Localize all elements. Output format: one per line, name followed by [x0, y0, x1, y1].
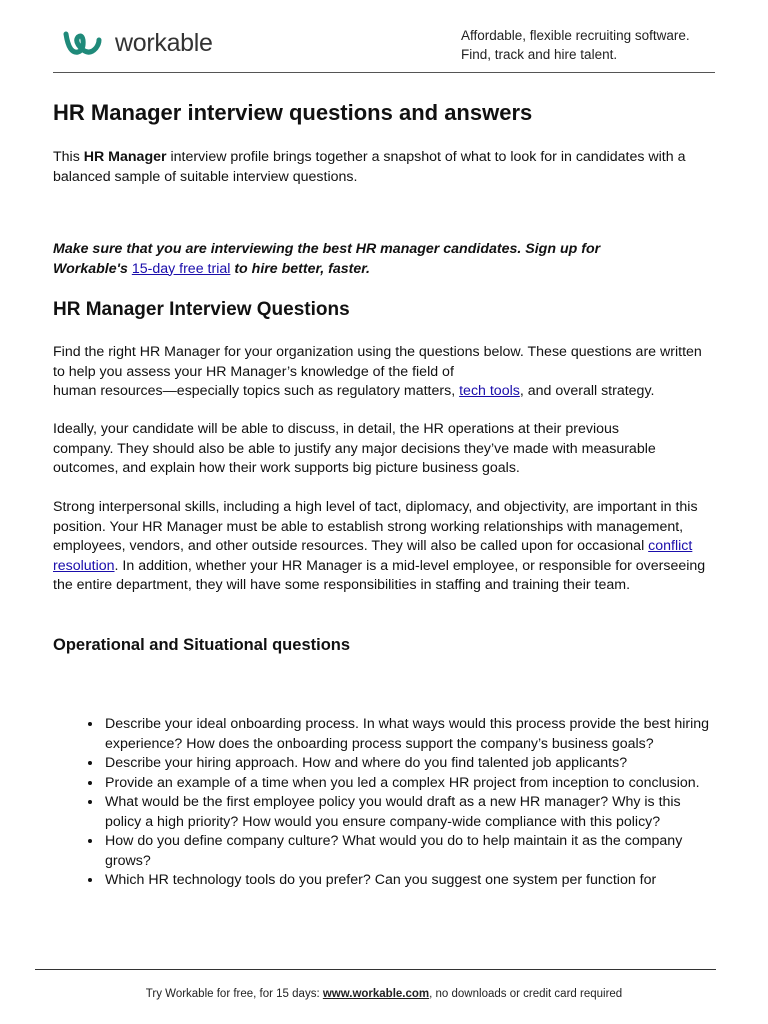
paragraph-2: Ideally, your candidate will be able to discuss, in detail, the HR operations at their previous company. They should also be able to justify any major decisions they’ve made with measurable outcomes, and explain how their work supports big picture business goals.: [53, 421, 656, 476]
page-title: HR Manager interview questions and answers: [53, 100, 533, 125]
logo-text: workable: [115, 28, 213, 57]
tech-tools-link[interactable]: tech tools: [459, 383, 520, 399]
header-divider: [53, 72, 715, 73]
questions-list: [53, 715, 713, 891]
intro-prefix: This: [53, 149, 84, 165]
free-trial-link[interactable]: 15-day free trial: [131, 260, 231, 277]
list-item: • Describe your ideal onboarding process. In what ways would this process provide the best hiring experience? How does the onboarding process support the company’s business goals?: [103, 715, 713, 754]
subheading: Operational and Situational questions: [53, 636, 351, 654]
list-item: • Provide an example of a time when you led a complex HR project from inception to conclusion.: [103, 774, 713, 794]
workable-website-link[interactable]: www.workable.com: [322, 988, 430, 1000]
footer: [0, 988, 768, 1000]
workable-logo-icon: [63, 28, 109, 58]
intro-bold: HR Manager: [83, 149, 167, 165]
conflict-resolution-link[interactable]: conflict resolution: [53, 538, 693, 574]
intro-paragraph: [53, 148, 718, 187]
para1-line1: Find the right HR Manager for your organization using the questions below. These questions are written to help you assess your HR Manager’s knowledge of the field of: [53, 344, 702, 380]
paragraph-3: [53, 498, 718, 596]
paragraph-1: [53, 343, 703, 402]
list-item: • Describe your hiring approach. How and where do you find talented job applicants?: [103, 754, 713, 774]
list-item: • Which HR technology tools do you prefer? Can you suggest one system per function for: [103, 871, 713, 891]
footer-suffix: , no downloads or credit card required: [429, 988, 623, 1000]
tagline-line2: Find, track and hire talent.: [461, 47, 618, 62]
list-item: • How do you define company culture? What would you do to help maintain it as the company grows?: [103, 832, 713, 871]
para1-suffix: , and overall strategy.: [519, 383, 655, 399]
footer-prefix: Try Workable for free, for 15 days:: [145, 988, 323, 1000]
cta-paragraph: [53, 240, 653, 279]
cta-suffix: to hire better, faster.: [230, 260, 370, 277]
intro-suffix: interview profile brings together a snapshot of what to look for in candidates with a balanced sample of suitable interview questions.: [53, 149, 686, 185]
tagline-line1: Affordable, flexible recruiting software.: [461, 28, 690, 43]
footer-divider: [35, 969, 716, 970]
header-tagline: [461, 26, 690, 64]
list-item: • What would be the first employee policy you would draft as a new HR manager? Why is this policy a high priority? How would you ensure company-wide compliance with this policy?: [103, 793, 713, 832]
workable-logo: [63, 28, 213, 58]
para3-prefix: Strong interpersonal skills, including a high level of tact, diplomacy, and objectivity, are important in this position. Your HR Manager must be able to establish strong working relationships with management, employees, vendors, and other outside resources. They will also be called upon for occasional: [53, 499, 698, 554]
section-heading: HR Manager Interview Questions: [53, 299, 350, 320]
para1-line2: human resources—especially topics such as regulatory matters,: [53, 383, 460, 399]
para3-suffix: . In addition, whether your HR Manager is a mid-level employee, or responsible for overseeing the entire department, they will have some responsibilities in staffing and training their team.: [53, 557, 706, 593]
cta-prefix: Make sure that you are interviewing the best HR manager candidates. Sign up for Workable's: [53, 241, 601, 277]
